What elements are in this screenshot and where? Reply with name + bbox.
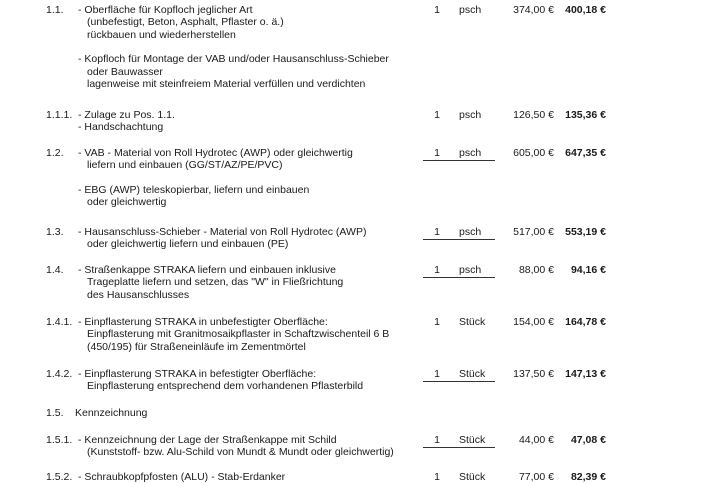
item-unit-price: 605,00 € [513, 147, 554, 159]
item-quantity: 1 [434, 109, 440, 121]
item-description [78, 434, 418, 459]
item-description [78, 316, 418, 353]
item-quantity: 1 [434, 226, 440, 238]
quantity-underline [423, 160, 495, 161]
item-number: 1.3. [46, 226, 64, 238]
desc-line: (450/195) für Straßeneinläufe im Zementmörtel [87, 340, 306, 353]
item-number: 1.5.1. [46, 434, 73, 446]
item-description [78, 4, 418, 90]
item-unit: psch [459, 4, 482, 16]
item-unit-price: 77,00 € [518, 471, 554, 483]
item-unit: Stück [459, 434, 486, 446]
desc-line: oder gleichwertig [87, 196, 167, 209]
item-number: 1.1. [46, 4, 64, 16]
item-number: 1.4.1. [46, 316, 73, 328]
item-number: 1.1.1. [46, 109, 73, 121]
desc-line: rückbauen und wiederherstellen [87, 28, 236, 41]
item-unit: Stück [459, 368, 486, 380]
item-quantity: 1 [434, 368, 440, 380]
item-total: 135,36 € [565, 109, 606, 121]
item-quantity: 1 [434, 264, 440, 276]
desc-line: - Handschachtung [78, 121, 164, 134]
item-total: 164,78 € [565, 316, 606, 328]
desc-line: - Schraubkopfpfosten (ALU) - Stab-Erdanker [78, 471, 286, 483]
item-unit-price: 517,00 € [513, 226, 554, 238]
desc-line: - Oberfläche für Kopfloch jeglicher Art [78, 4, 253, 16]
desc-line: - EBG (AWP) teleskopierbar, liefern und einbauen [78, 183, 310, 196]
desc-line: oder Bauwasser [87, 65, 163, 78]
item-quantity: 1 [434, 471, 440, 483]
item-unit-price: 374,00 € [513, 4, 554, 16]
item-unit: psch [459, 109, 482, 121]
desc-line: - Zulage zu Pos. 1.1. [78, 109, 175, 121]
item-description [78, 368, 418, 393]
item-total: 647,35 € [565, 147, 606, 159]
item-unit: psch [459, 147, 482, 159]
item-total: 82,39 € [570, 471, 606, 483]
item-description [78, 147, 418, 209]
item-unit-price: 88,00 € [518, 264, 554, 276]
desc-line: liefern und einbauen (GG/ST/AZ/PE/PVC) [87, 159, 283, 172]
item-number: 1.4. [46, 264, 64, 276]
item-description [78, 109, 418, 134]
desc-line: (unbefestigt, Beton, Asphalt, Pflaster o. ä.) [87, 16, 284, 29]
desc-line: oder gleichwertig liefern und einbauen (PE) [87, 238, 289, 251]
item-unit: psch [459, 264, 482, 276]
desc-line: lagenweise mit steinfreiem Material verfüllen und verdichten [87, 78, 366, 91]
desc-line: Einpflasterung mit Granitmosaikpflaster in Schaftzwischenteil 6 B [87, 328, 390, 341]
item-unit-price: 126,50 € [513, 109, 554, 121]
item-description [78, 264, 418, 301]
item-number: 1.2. [46, 147, 64, 159]
item-number: 1.4.2. [46, 368, 73, 380]
desc-line: - Einpflasterung STRAKA in unbefestigter Oberfläche: [78, 316, 328, 328]
quantity-underline [423, 381, 495, 382]
item-unit: Stück [459, 316, 486, 328]
section-number: 1.5. [46, 407, 64, 419]
desc-line: - Einpflasterung STRAKA in befestigter Oberfläche: [78, 368, 317, 380]
item-unit-price: 137,50 € [513, 368, 554, 380]
desc-line: Einpflasterung entsprechend dem vorhandenen Pflasterbild [87, 380, 364, 393]
desc-line: des Hausanschlusses [87, 288, 190, 301]
desc-line: - VAB - Material von Roll Hydrotec (AWP) oder gleichwertig [78, 147, 353, 159]
desc-line: Trageplatte liefern und setzen, das "W" in Fließrichtung [87, 276, 344, 289]
item-quantity: 1 [434, 4, 440, 16]
item-total: 147,13 € [565, 368, 606, 380]
item-total: 553,19 € [565, 226, 606, 238]
item-number: 1.5.2. [46, 471, 73, 483]
item-total: 400,18 € [565, 4, 606, 16]
item-description [78, 471, 418, 483]
desc-line: - Kopfloch für Montage der VAB und/oder Hausanschluss-Schieber [78, 53, 389, 66]
item-unit: Stück [459, 471, 486, 483]
quantity-underline [423, 277, 495, 278]
item-unit-price: 154,00 € [513, 316, 554, 328]
desc-line: - Straßenkappe STRAKA liefern und einbauen inklusive [78, 264, 336, 276]
desc-line: - Kennzeichnung der Lage der Straßenkappe mit Schild [78, 434, 337, 446]
item-quantity: 1 [434, 434, 440, 446]
section-title: Kennzeichnung [75, 407, 148, 419]
item-unit-price: 44,00 € [518, 434, 554, 446]
desc-line: - Hausanschluss-Schieber - Material von Roll Hydrotec (AWP) [78, 226, 367, 238]
quantity-underline [423, 239, 495, 240]
desc-line: (Kunststoff- bzw. Alu-Schild von Mundt & Mundt oder gleichwertig) [87, 446, 394, 459]
item-quantity: 1 [434, 147, 440, 159]
item-description [78, 226, 418, 251]
item-unit: psch [459, 226, 482, 238]
item-total: 94,16 € [570, 264, 606, 276]
item-total: 47,08 € [570, 434, 606, 446]
item-quantity: 1 [434, 316, 440, 328]
quantity-underline [423, 447, 495, 448]
